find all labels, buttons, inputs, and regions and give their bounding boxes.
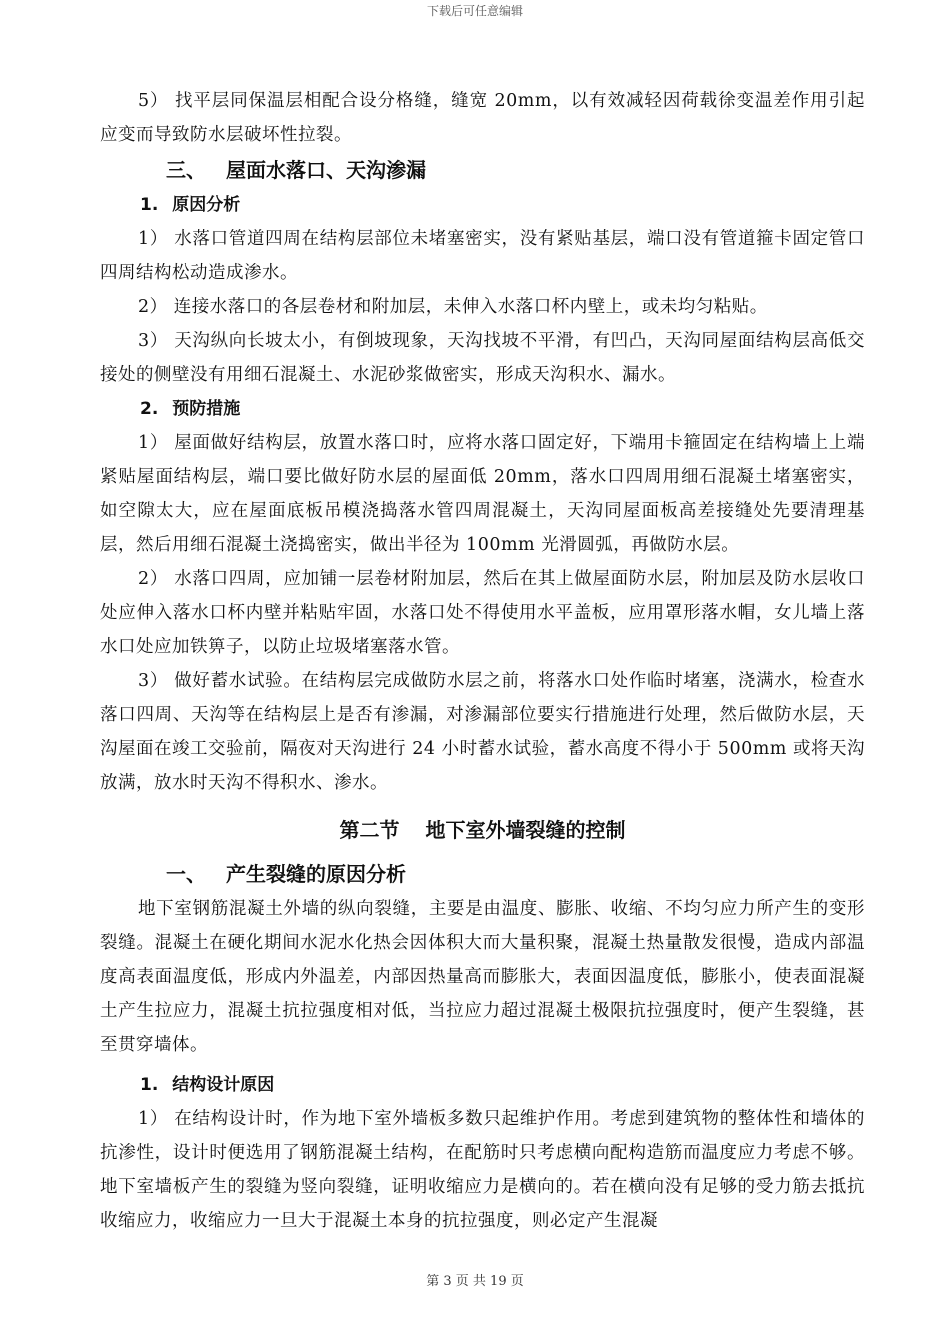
paragraph-cause-2: 2） 连接水落口的各层卷材和附加层，未伸入水落口杯内壁上，或未均匀粘贴。 <box>138 297 768 317</box>
section-heading-1 <box>100 856 865 892</box>
document-body <box>100 84 865 1238</box>
chapter-title: 地下室外墙裂缝的控制 <box>425 818 626 842</box>
section-heading-3 <box>100 152 865 188</box>
page-header: 下载后可任意编辑 <box>426 4 523 18</box>
section-number: 一、 <box>166 862 206 886</box>
paragraph-prevention-3: 3） 做好蓄水试验。在结构层完成做防水层之前，将落水口处作临时堵塞，浇满水，检查水落口四周、天沟等在结构层上是否有渗漏，对渗漏部位要实行措施进行处理，然后做防水层，天沟屋面在竣工交验前，隔夜对天沟进行 24 小时蓄水试验，蓄水高度不得小于 500mm 或将天沟放满，放水时天沟不得积水、渗水。 <box>100 671 865 793</box>
section-number: 三、 <box>166 158 206 182</box>
section-title: 产生裂缝的原因分析 <box>226 862 406 886</box>
paragraph-prevention-1: 1） 屋面做好结构层，放置水落口时，应将水落口固定好，下端用卡箍固定在结构墙上上端紧贴屋面结构层，端口要比做好防水层的屋面低 20mm，落水口四周用细石混凝土堵塞密实，如空隙太大，应在屋面底板吊模浇捣落水管四周混凝土，天沟同屋面板高差接缝处先要清理基层，然后用细石混凝土浇捣密实，做出半径为 100mm 光滑圆弧，再做防水层。 <box>100 433 865 555</box>
sub-heading-cause-analysis <box>100 188 865 222</box>
sub-heading-title: 预防措施 <box>172 399 241 419</box>
section-title: 屋面水落口、天沟渗漏 <box>226 158 426 182</box>
sub-heading-design-cause <box>100 1068 865 1102</box>
sub-heading-number: 1. <box>140 1075 159 1095</box>
sub-heading-title: 原因分析 <box>172 195 241 215</box>
page-footer: 第 3 页 共 19 页 <box>426 1274 524 1289</box>
paragraph-intro-5: 5） 找平层同保温层相配合设分格缝，缝宽 20mm，以有效减轻因荷载徐变温差作用引起应变而导致防水层破坏性拉裂。 <box>100 91 865 145</box>
paragraph-cause-3: 3） 天沟纵向长坡太小，有倒坡现象，天沟找坡不平滑，有凹凸，天沟同屋面结构层高低交接处的侧壁没有用细石混凝土、水泥砂浆做密实，形成天沟积水、漏水。 <box>100 331 865 385</box>
paragraph-design-1: 1） 在结构设计时，作为地下室外墙板多数只起维护作用。考虑到建筑物的整体性和墙体的抗渗性，设计时便选用了钢筋混凝土结构，在配筋时只考虑横向配构造筋而温度应力考虑不够。地下室墙板产生的裂缝为竖向裂缝，证明收缩应力是横向的。若在横向没有足够的受力筋去抵抗收缩应力，收缩应力一旦大于混凝土本身的抗拉强度，则必定产生混凝 <box>100 1109 865 1231</box>
paragraph-cause-1: 1） 水落口管道四周在结构层部位未堵塞密实，没有紧贴基层，端口没有管道箍卡固定管口四周结构松动造成渗水。 <box>100 229 865 283</box>
sub-heading-number: 1. <box>140 195 159 215</box>
sub-heading-number: 2. <box>140 399 159 419</box>
sub-heading-title: 结构设计原因 <box>172 1075 275 1095</box>
sub-heading-prevention <box>100 392 865 426</box>
paragraph-prevention-2: 2） 水落口四周，应加铺一层卷材附加层，然后在其上做屋面防水层，附加层及防水层收口处应伸入落水口杯内壁并粘贴牢固，水落口处不得使用水平盖板，应用罩形落水帽，女儿墙上落水口处应加铁箅子，以防止垃圾堵塞落水管。 <box>100 569 865 657</box>
chapter-number: 第二节 <box>339 818 400 842</box>
paragraph-crack-cause: 地下室钢筋混凝土外墙的纵向裂缝，主要是由温度、膨胀、收缩、不均匀应力所产生的变形裂缝。混凝土在硬化期间水泥水化热会因体积大而大量积聚，混凝土热量散发很慢，造成内部温度高表面温度低，形成内外温差，内部因热量高而膨胀大，表面因温度低，膨胀小，使表面混凝土产生拉应力，混凝土抗拉强度相对低，当拉应力超过混凝土极限抗拉强度时，便产生裂缝，甚至贯穿墙体。 <box>100 899 865 1055</box>
chapter-heading <box>100 812 865 848</box>
